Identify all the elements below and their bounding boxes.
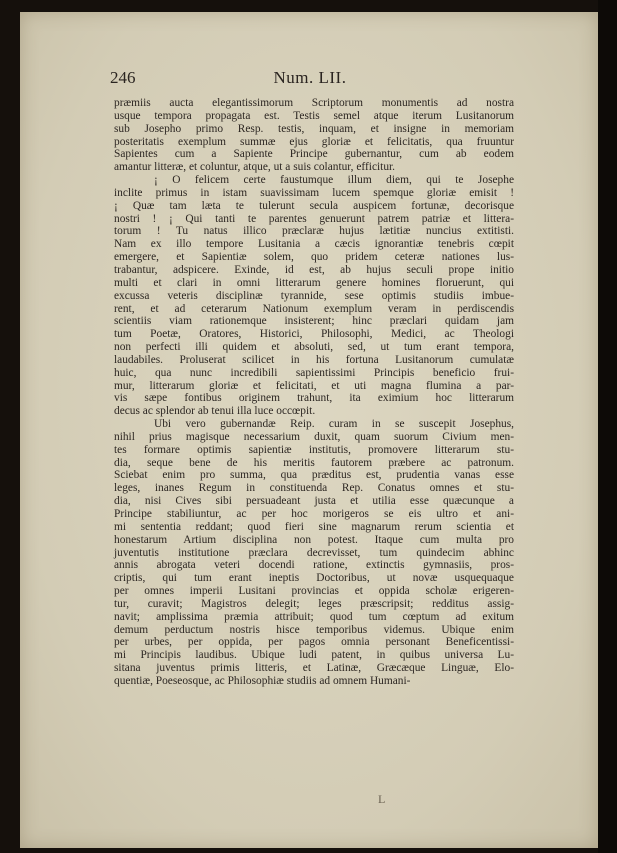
text-line: quentiæ, Poeseosque, ac Philosophiæ studiis ad omnem Humani- bbox=[114, 674, 411, 687]
paragraph bbox=[114, 174, 514, 418]
page-number: 246 bbox=[110, 68, 136, 87]
text-line: laudabiles. Proluserat scilicet in his fortuna Lusitanorum cumulatæ bbox=[114, 353, 514, 366]
text-line: torum ! Tu natus illico præclaræ hujus lætitiæ nuncius extitisti. bbox=[114, 225, 514, 238]
text-line: decus ac splendor ab tenui illa luce occœpit. bbox=[114, 405, 316, 418]
text-line: posteritatis exemplum summæ ejus gloriæ et felicitatis, qua fruuntur bbox=[114, 135, 514, 148]
text-line: vis sæpe fontibus originem trahunt, ita eximium hoc litterarum bbox=[114, 392, 514, 405]
text-line: ¡ O felicem certe faustumque illum diem, qui te Josephe bbox=[154, 174, 514, 187]
text-line: dia, seque bene de his meritis fautorem præbere ac patronum. bbox=[114, 456, 514, 469]
text-line: tes formare optimis sapientiæ institutis, promovere litterarum stu- bbox=[114, 443, 514, 456]
text-line: Sciebat enim pro summa, qua præditus est, prudentia vanas esse bbox=[114, 469, 514, 482]
text-line: Ubi vero gubernandæ Reip. curam in se suscepit Josephus, bbox=[154, 418, 514, 431]
text-line: emergere, et Sapientiæ solem, quo pridem ceteræ nationes lus- bbox=[114, 251, 514, 264]
text-line: tur, curavit; Magistros delegit; leges præscripsit; redditus assig- bbox=[114, 597, 514, 610]
text-line: præmiis aucta elegantissimorum Scriptorum monumentis ad nostra bbox=[114, 97, 514, 109]
page-header bbox=[110, 68, 510, 90]
text-line: excussa veteris disciplinæ tyrannide, sese optimis studiis imbue- bbox=[114, 289, 514, 302]
text-line: leges, inanes Regum in constituenda Rep. Conatus omnes et stu- bbox=[114, 482, 514, 495]
text-line: demum perductum nostris hisce temporibus videmus. Ubique enim bbox=[114, 623, 514, 636]
text-line: criptis, qui tum erant ineptis Doctoribus, ut novæ usquequaque bbox=[114, 572, 514, 585]
text-line: navit; amplissima præmia attribuit; quod tum cœptum ad exitum bbox=[114, 610, 514, 623]
paragraph bbox=[114, 97, 514, 174]
text-line: per urbes, per oppida, per pagos omnia personant Beneficentissi- bbox=[114, 636, 514, 649]
text-line: nostri ! ¡ Qui tanti te parentes genuerunt patrem patriæ et littera- bbox=[114, 212, 514, 225]
text-line: usque tempora propagata est. Testis semel atque iterum Lusitanorum bbox=[114, 109, 514, 122]
paragraph bbox=[114, 418, 514, 688]
text-line: multi et clari in omni litterarum genere homines floruerunt, qui bbox=[114, 276, 514, 289]
running-title: Num. LII. bbox=[273, 68, 347, 87]
text-line: per omnes imperii Lusitani provincias et oppida scholæ erigeren- bbox=[114, 585, 514, 598]
scan-edge bbox=[598, 0, 617, 853]
text-line: sub Josepho primo Resp. testis, inquam, et insigne in memoriam bbox=[114, 122, 514, 135]
text-line: trabantur, adspicere. Exinde, id est, ab hujus seculi prope initio bbox=[114, 263, 514, 276]
text-line: honestarum Artium disciplina non potest. Itaque cum multa pro bbox=[114, 533, 514, 546]
text-line: Sapientes cum a Sapiente Principe gubernantur, cum ab eodem bbox=[114, 148, 514, 161]
text-line: ¡ Quæ tam læta te tulerunt secula auspicem fortunæ, decorisque bbox=[114, 199, 514, 212]
text-line: mi sententia reddant; quod fieri sine magnarum rerum scientia et bbox=[114, 520, 514, 533]
text-line: mi Principis laudibus. Ubique ludi patent, in quibus universa Lu- bbox=[114, 649, 514, 662]
text-line: amantur litteræ, et coluntur, atque, ut a suis colantur, efficitur. bbox=[114, 161, 396, 174]
text-line: tum Poetæ, Oratores, Historici, Philosophi, Medici, ac Theologi bbox=[114, 328, 514, 341]
text-line: sitana juventus primis litteris, et Latinæ, Græcæque Linguæ, Elo- bbox=[114, 662, 514, 675]
text-line: rent, et ad ceterarum Nationum exemplum veram in perdiscendis bbox=[114, 302, 514, 315]
text-line: Principe stabiliuntur, ac per hoc morigeros se eis ultro et ani- bbox=[114, 508, 514, 520]
text-line: Nam ex illo tempore Lusitania a cæcis ignorantiæ tenebris cœpit bbox=[114, 238, 514, 251]
text-line: scientiis viam rationemque insisterent; hinc præclari quidam jam bbox=[114, 315, 514, 328]
body-text bbox=[114, 97, 514, 688]
text-line: juventutis institutione præclara decrevisset, tum quindecim abhinc bbox=[114, 546, 514, 559]
text-line: non perfecti illi quidem et absoluti, sed, ut tum erant tempora, bbox=[114, 341, 514, 354]
signature-mark: L bbox=[378, 792, 386, 806]
text-line: dia, nisi Cives sibi persuadeant justa et utilia esse quæcunque a bbox=[114, 495, 514, 508]
text-line: annis abrogata veteri docendi ratione, extinctis gymnasiis, pros- bbox=[114, 559, 514, 572]
text-line: huic, qua nunc incredibili sapientissimi Principis beneficio frui- bbox=[114, 366, 514, 379]
text-line: nihil prius magisque necessarium duxit, quam suorum Civium men- bbox=[114, 430, 514, 443]
text-line: inclite primus in istam suavissimam lucem spemque gloriæ emisit ! bbox=[114, 186, 514, 199]
text-line: mur, litterarum gloriæ et felicitati, et uti magna flumina a par- bbox=[114, 379, 514, 392]
